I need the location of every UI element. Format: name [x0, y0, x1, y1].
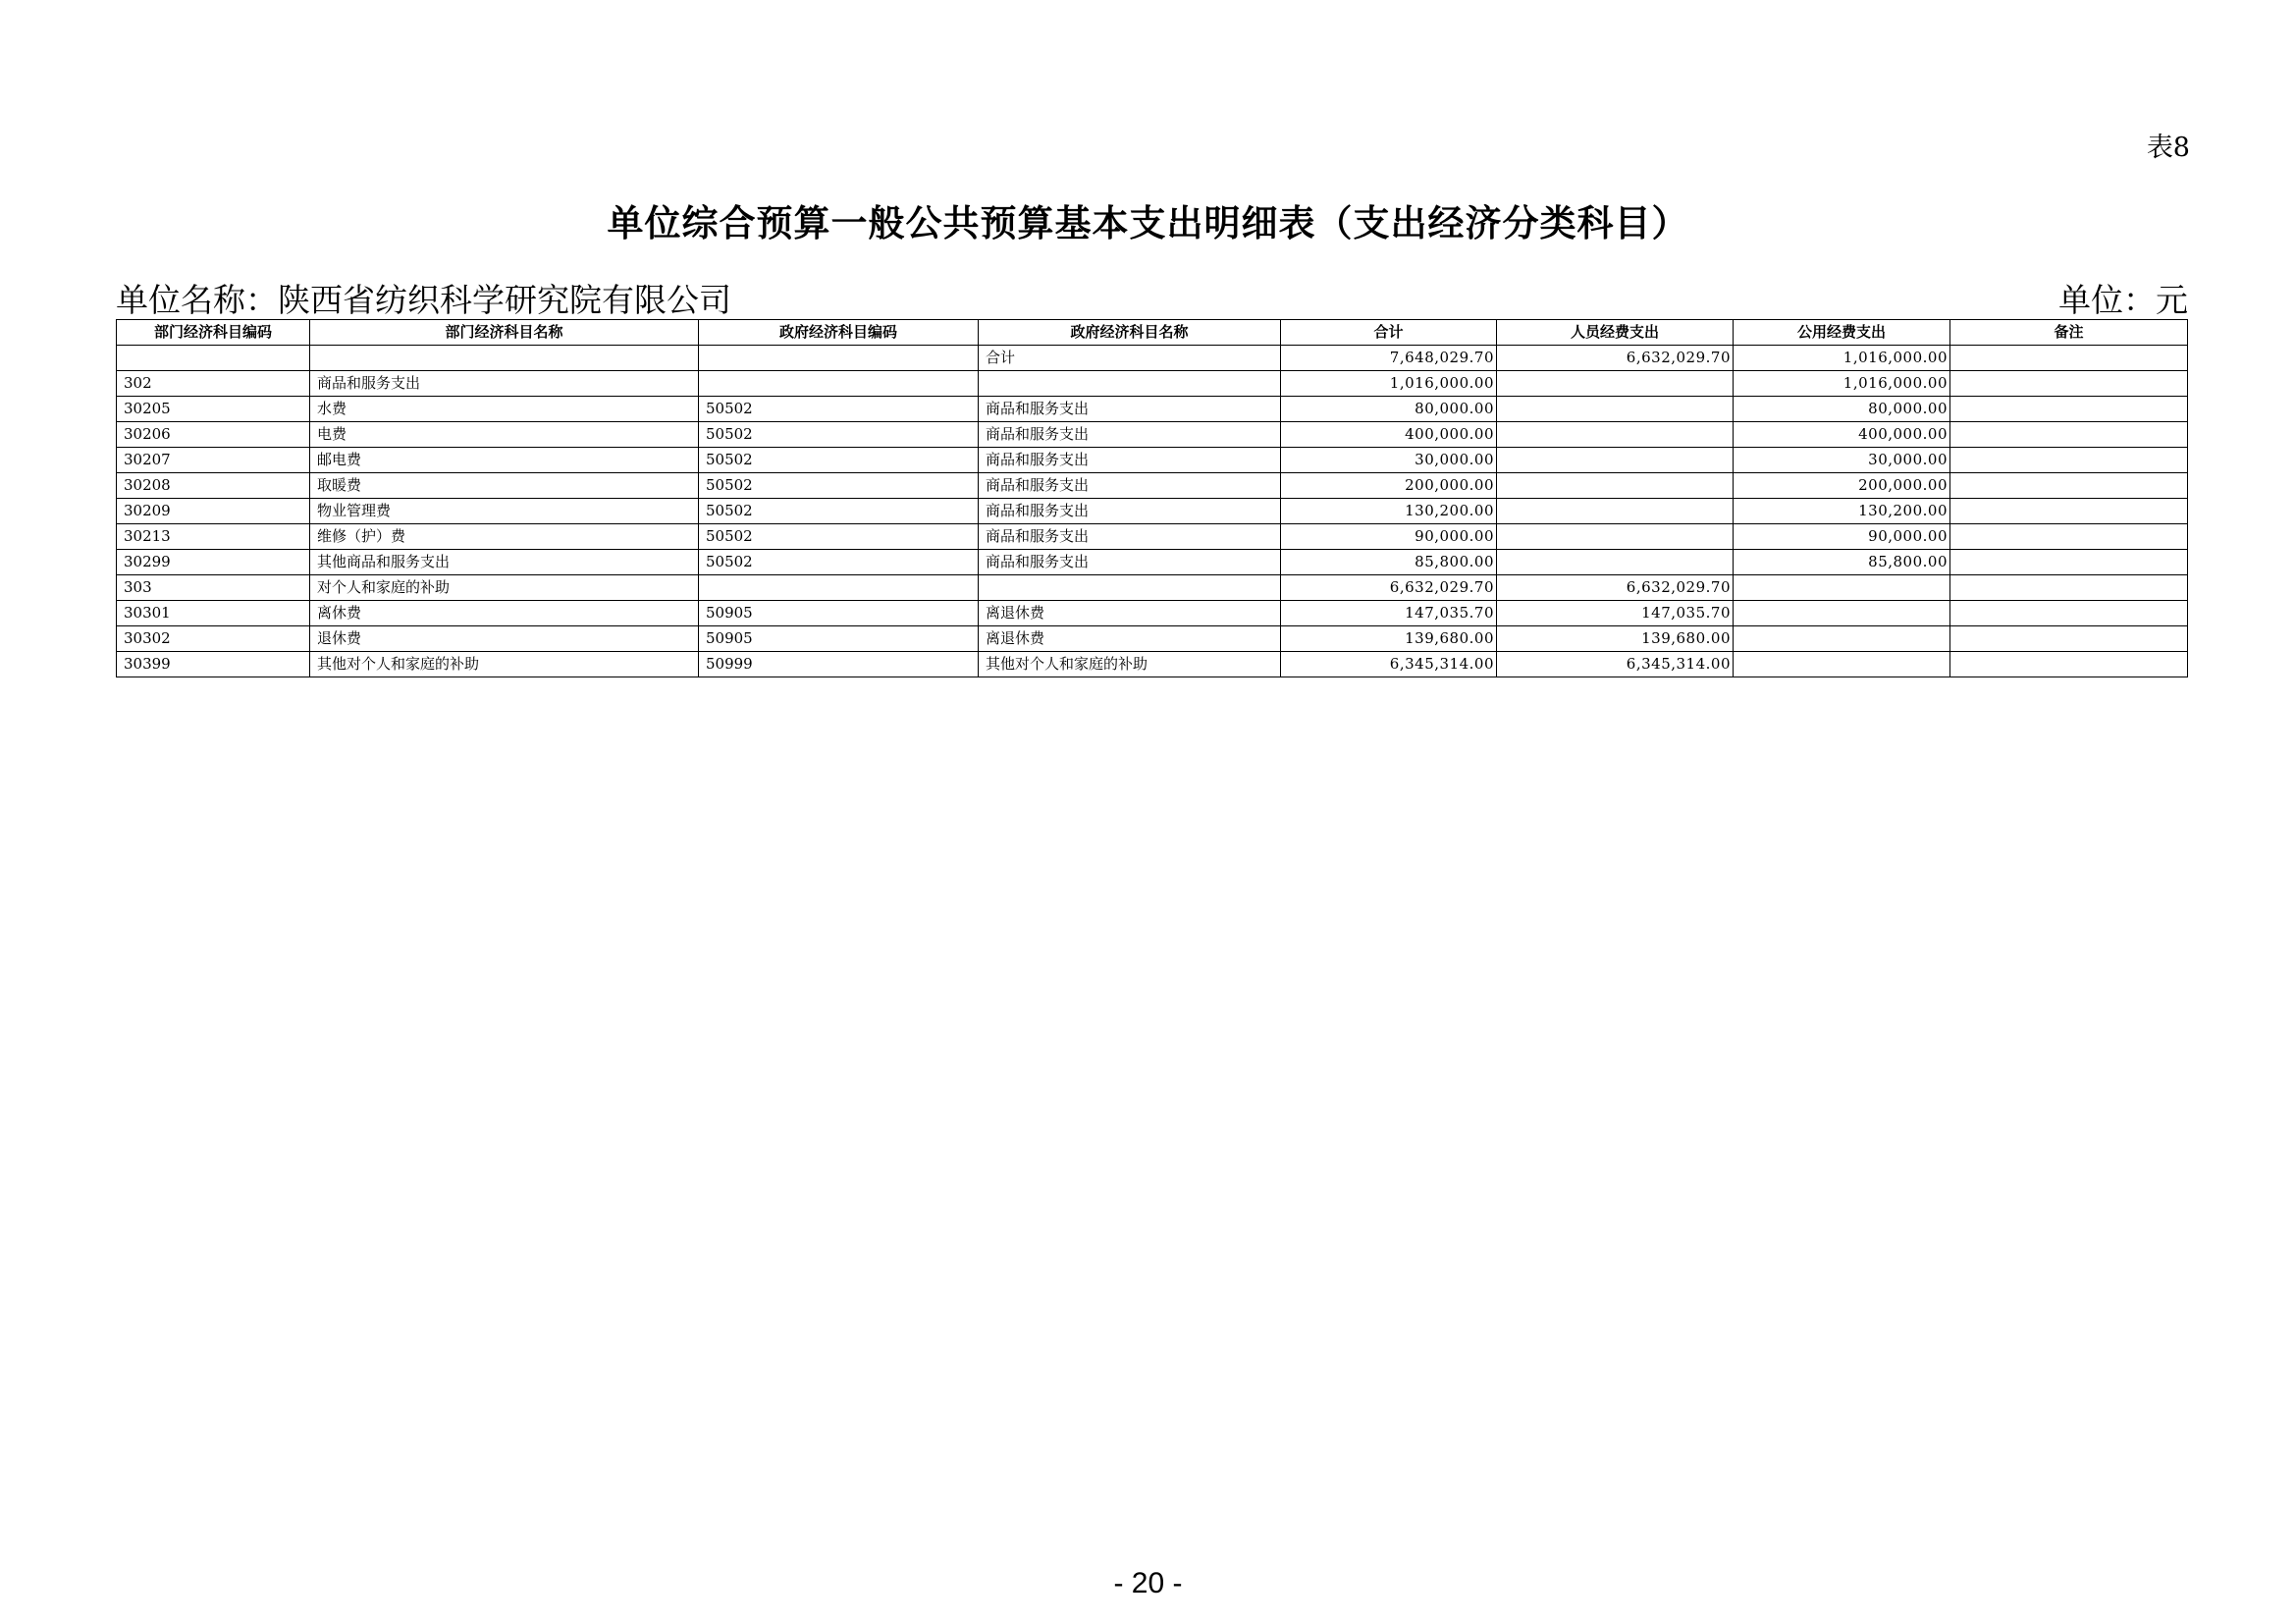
cell-dept-name: 取暖费: [310, 473, 699, 499]
cell-remark: [1950, 422, 2188, 448]
cell-personnel: [1497, 448, 1734, 473]
cell-personnel: 6,632,029.70: [1497, 575, 1734, 601]
cell-remark: [1950, 473, 2188, 499]
table-row: [117, 626, 2188, 652]
cell-total: 200,000.00: [1281, 473, 1497, 499]
cell-public: 1,016,000.00: [1734, 371, 1950, 397]
cell-gov-code: 50502: [699, 550, 979, 575]
cell-gov-code: 50905: [699, 626, 979, 652]
cell-dept-name: 物业管理费: [310, 499, 699, 524]
cell-gov-name: 商品和服务支出: [979, 499, 1281, 524]
cell-personnel: [1497, 499, 1734, 524]
unit-name-label: 单位名称：陕西省纺织科学研究院有限公司: [116, 281, 731, 319]
cell-personnel: [1497, 473, 1734, 499]
cell-public: 80,000.00: [1734, 397, 1950, 422]
cell-remark: [1950, 397, 2188, 422]
cell-remark: [1950, 499, 2188, 524]
cell-dept-code: 302: [117, 371, 310, 397]
table-body: [117, 346, 2188, 677]
cell-dept-name: 邮电费: [310, 448, 699, 473]
cell-dept-code: 30208: [117, 473, 310, 499]
cell-total: 6,345,314.00: [1281, 652, 1497, 677]
cell-personnel: [1497, 422, 1734, 448]
cell-dept-name: 其他商品和服务支出: [310, 550, 699, 575]
table-row: [117, 448, 2188, 473]
cell-personnel: [1497, 371, 1734, 397]
cell-total: 90,000.00: [1281, 524, 1497, 550]
table-row: [117, 550, 2188, 575]
cell-gov-code: 50502: [699, 397, 979, 422]
table-row: [117, 422, 2188, 448]
cell-total: 400,000.00: [1281, 422, 1497, 448]
cell-public: [1734, 601, 1950, 626]
cell-personnel: 6,632,029.70: [1497, 346, 1734, 371]
document-title: 单位综合预算一般公共预算基本支出明细表（支出经济分类科目）: [607, 202, 1689, 244]
cell-dept-name: [310, 346, 699, 371]
table-row: [117, 371, 2188, 397]
cell-gov-code: [699, 371, 979, 397]
cell-public: 400,000.00: [1734, 422, 1950, 448]
cell-public: 200,000.00: [1734, 473, 1950, 499]
cell-total: 6,632,029.70: [1281, 575, 1497, 601]
header-dept-name: 部门经济科目名称: [310, 320, 699, 346]
cell-total: 85,800.00: [1281, 550, 1497, 575]
cell-dept-code: 30209: [117, 499, 310, 524]
cell-personnel: [1497, 524, 1734, 550]
header-total: 合计: [1281, 320, 1497, 346]
cell-dept-code: 30301: [117, 601, 310, 626]
header-dept-code: 部门经济科目编码: [117, 320, 310, 346]
cell-gov-name: 商品和服务支出: [979, 422, 1281, 448]
cell-remark: [1950, 524, 2188, 550]
cell-dept-code: 30399: [117, 652, 310, 677]
table-row: [117, 397, 2188, 422]
cell-remark: [1950, 575, 2188, 601]
cell-dept-code: 30206: [117, 422, 310, 448]
cell-total: 80,000.00: [1281, 397, 1497, 422]
cell-dept-name: 电费: [310, 422, 699, 448]
cell-gov-code: 50999: [699, 652, 979, 677]
cell-gov-name: 离退休费: [979, 601, 1281, 626]
cell-personnel: 147,035.70: [1497, 601, 1734, 626]
cell-gov-code: 50502: [699, 422, 979, 448]
header-row: [117, 320, 2188, 346]
cell-dept-code: 30207: [117, 448, 310, 473]
table-row: [117, 652, 2188, 677]
cell-gov-code: [699, 346, 979, 371]
cell-remark: [1950, 626, 2188, 652]
cell-gov-code: [699, 575, 979, 601]
cell-public: 85,800.00: [1734, 550, 1950, 575]
cell-dept-code: 30205: [117, 397, 310, 422]
cell-gov-name: 商品和服务支出: [979, 473, 1281, 499]
cell-public: [1734, 626, 1950, 652]
cell-gov-name: [979, 371, 1281, 397]
cell-gov-code: 50905: [699, 601, 979, 626]
cell-gov-name: [979, 575, 1281, 601]
currency-unit-label: 单位：元: [2058, 281, 2188, 319]
cell-total: 1,016,000.00: [1281, 371, 1497, 397]
cell-remark: [1950, 652, 2188, 677]
cell-dept-code: 303: [117, 575, 310, 601]
budget-detail-table: [116, 319, 2188, 677]
cell-gov-name: 离退休费: [979, 626, 1281, 652]
header-remark: 备注: [1950, 320, 2188, 346]
table-header: [117, 320, 2188, 346]
cell-gov-code: 50502: [699, 473, 979, 499]
header-gov-name: 政府经济科目名称: [979, 320, 1281, 346]
cell-gov-name: 商品和服务支出: [979, 397, 1281, 422]
cell-public: 130,200.00: [1734, 499, 1950, 524]
header-personnel: 人员经费支出: [1497, 320, 1734, 346]
table-row: [117, 575, 2188, 601]
header-public: 公用经费支出: [1734, 320, 1950, 346]
cell-total: 30,000.00: [1281, 448, 1497, 473]
cell-gov-code: 50502: [699, 524, 979, 550]
cell-personnel: [1497, 397, 1734, 422]
cell-remark: [1950, 448, 2188, 473]
cell-total: 130,200.00: [1281, 499, 1497, 524]
cell-gov-name: 商品和服务支出: [979, 448, 1281, 473]
cell-dept-code: 30302: [117, 626, 310, 652]
cell-total: 7,648,029.70: [1281, 346, 1497, 371]
cell-dept-name: 其他对个人和家庭的补助: [310, 652, 699, 677]
cell-dept-name: 商品和服务支出: [310, 371, 699, 397]
cell-dept-name: 维修（护）费: [310, 524, 699, 550]
cell-remark: [1950, 601, 2188, 626]
cell-public: [1734, 652, 1950, 677]
cell-gov-name: 商品和服务支出: [979, 550, 1281, 575]
cell-gov-name: 合计: [979, 346, 1281, 371]
cell-gov-name: 商品和服务支出: [979, 524, 1281, 550]
cell-dept-name: 离休费: [310, 601, 699, 626]
cell-gov-name: 其他对个人和家庭的补助: [979, 652, 1281, 677]
cell-gov-code: 50502: [699, 448, 979, 473]
page-number: - 20 -: [1113, 1567, 1183, 1599]
cell-dept-code: 30213: [117, 524, 310, 550]
cell-personnel: 139,680.00: [1497, 626, 1734, 652]
cell-remark: [1950, 346, 2188, 371]
cell-gov-code: 50502: [699, 499, 979, 524]
table-row: [117, 524, 2188, 550]
cell-total: 139,680.00: [1281, 626, 1497, 652]
cell-personnel: [1497, 550, 1734, 575]
cell-remark: [1950, 371, 2188, 397]
cell-public: [1734, 575, 1950, 601]
cell-dept-name: 对个人和家庭的补助: [310, 575, 699, 601]
cell-public: 90,000.00: [1734, 524, 1950, 550]
cell-dept-name: 退休费: [310, 626, 699, 652]
cell-dept-code: 30299: [117, 550, 310, 575]
header-gov-code: 政府经济科目编码: [699, 320, 979, 346]
cell-dept-code: [117, 346, 310, 371]
cell-public: 30,000.00: [1734, 448, 1950, 473]
cell-public: 1,016,000.00: [1734, 346, 1950, 371]
cell-remark: [1950, 550, 2188, 575]
cell-total: 147,035.70: [1281, 601, 1497, 626]
cell-dept-name: 水费: [310, 397, 699, 422]
table-row: [117, 499, 2188, 524]
table-number: 表8: [2146, 133, 2190, 163]
table-row: [117, 346, 2188, 371]
table-row: [117, 473, 2188, 499]
cell-personnel: 6,345,314.00: [1497, 652, 1734, 677]
table-row: [117, 601, 2188, 626]
